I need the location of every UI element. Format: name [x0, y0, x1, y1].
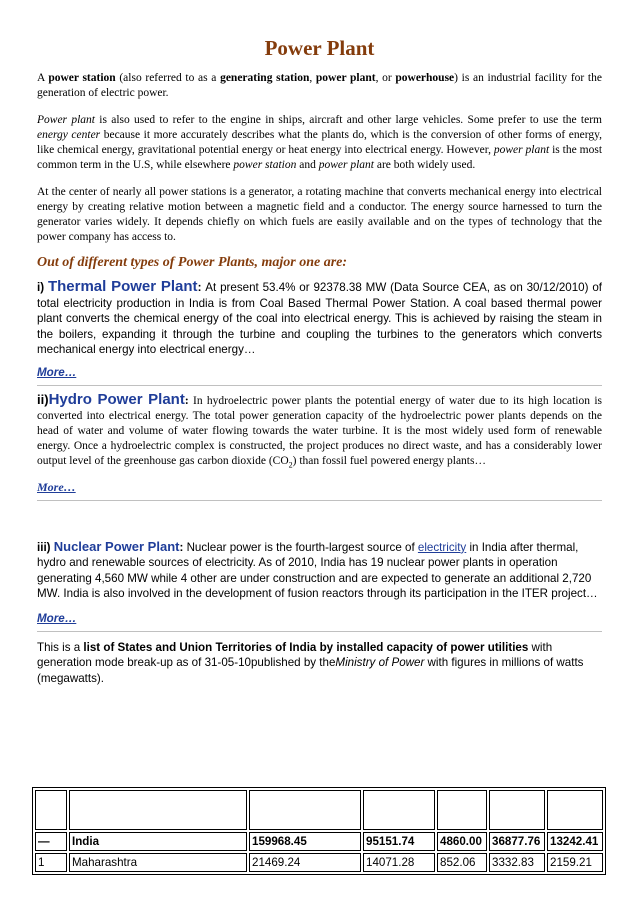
- table-cell: India: [69, 832, 247, 851]
- thermal-section: i) Thermal Power Plant: At present 53.4% or 92378.38 MW (Data Source CEA, as on 30/12/2010) of total electricity production in India is from Coal Based Thermal Power Station. A coal based thermal power plant converts the chemical energy of the coal into electrical energy. This is achieved by raising the steam in the boilers, expanding it through the turbine and coupling the turbines to the generators which converts mechanical energy into electrical energy…: [37, 278, 603, 356]
- hydro-section: ii)Hydro Power Plant: In hydroelectric power plants the potential energy of water due to its high location is converted into electrical energy. The total power generation capacity of the hydroelectric power plants depends on the head of water and volume of water flowing towards the water turbine. It is the most widely used form of renewable energy. Once a hydroelectric complex is constructed, the project produces no direct waste, and has a considerably lower output level of the greenhouse gas carbon dioxide $(CO_2)$ than fossil fuel powered energy plants…: [37, 390, 602, 469]
- table-cell: 1: [35, 853, 67, 872]
- table-cell: 2159.21: [547, 853, 603, 872]
- hydro-more-link[interactable]: More…: [37, 479, 76, 494]
- nuclear-more-link[interactable]: More…: [37, 611, 77, 625]
- thermal-more-link[interactable]: More…: [37, 365, 77, 379]
- table-row: [35, 853, 603, 872]
- list-paragraph: This is a list of States and Union Territories of India by installed capacity of power utilities with generation mode break-up as of 31-05-10published by theMinistry of Power with figures in millions of watts (megawatts).: [37, 640, 584, 685]
- header-cell: [363, 790, 435, 830]
- table-cell: 852.06: [437, 853, 487, 872]
- table-cell: Maharashtra: [69, 853, 247, 872]
- header-cell: [489, 790, 545, 830]
- table-cell: 13242.41: [547, 832, 603, 851]
- table-cell: 36877.76: [489, 832, 545, 851]
- hydro-title[interactable]: Hydro Power Plant: [48, 390, 185, 408]
- document-page: [37, 36, 602, 686]
- nuclear-title[interactable]: Nuclear Power Plant: [53, 538, 180, 554]
- intro-paragraph-2: Power plant is also used to refer to the engine in ships, aircraft and other large vehicles. Some prefer to use the term energy center because it more accurately describes what the plants do, which is the conversion of other forms of energy, like chemical energy, gravitational potential energy or heat energy into electrical energy. However, power plant is the most common term in the U.S, while elsewhere power station and power plant are both widely used.: [37, 114, 603, 171]
- table-cell: 21469.24: [249, 853, 361, 872]
- table-cell: 159968.45: [249, 832, 361, 851]
- thermal-title[interactable]: Thermal Power Plant: [47, 278, 198, 295]
- table-cell: 95151.74: [363, 832, 435, 851]
- table-cell: —: [35, 832, 67, 851]
- page-title: Power Plant: [264, 36, 375, 60]
- header-cell: [69, 790, 247, 830]
- table-cell: 4860.00: [437, 832, 487, 851]
- header-cell: [35, 790, 67, 830]
- header-cell: [437, 790, 487, 830]
- table-cell: 14071.28: [363, 853, 435, 872]
- table-cell: 3332.83: [489, 853, 545, 872]
- electricity-link[interactable]: electricity: [417, 540, 467, 554]
- types-subheading: Out of different types of Power Plants, major one are:: [37, 255, 348, 270]
- header-cell: [249, 790, 361, 830]
- table-row: [35, 832, 603, 851]
- intro-paragraph-3: At the center of nearly all power stations is a generator, a rotating machine that converts mechanical energy into electrical energy by creating relative motion between a magnetic field and a conductor. The energy source harnessed to turn the generator varies widely. It depends chiefly on which fuels are easily available and on the types of technology that the power company has access to.: [37, 186, 602, 243]
- capacity-table: [32, 787, 606, 875]
- intro-paragraph-1: A power station (also referred to as a generating station, power plant, or powerhouse) is an industrial facility for the generation of electric power.: [37, 72, 602, 99]
- header-cell: [547, 790, 603, 830]
- nuclear-section: iii) Nuclear Power Plant: Nuclear power is the fourth-largest source of electricity in India after thermal, hydro and renewable sources of electricity. As of 2010, India has 19 nuclear power plants in operation generating 4,560 MW while 4 other are under construction and are expected to generate an additional 2,720 MW. India is also involved in the development of fusion reactors through its participation in the ITER project…: [37, 538, 598, 601]
- table-header-row: [35, 790, 603, 830]
